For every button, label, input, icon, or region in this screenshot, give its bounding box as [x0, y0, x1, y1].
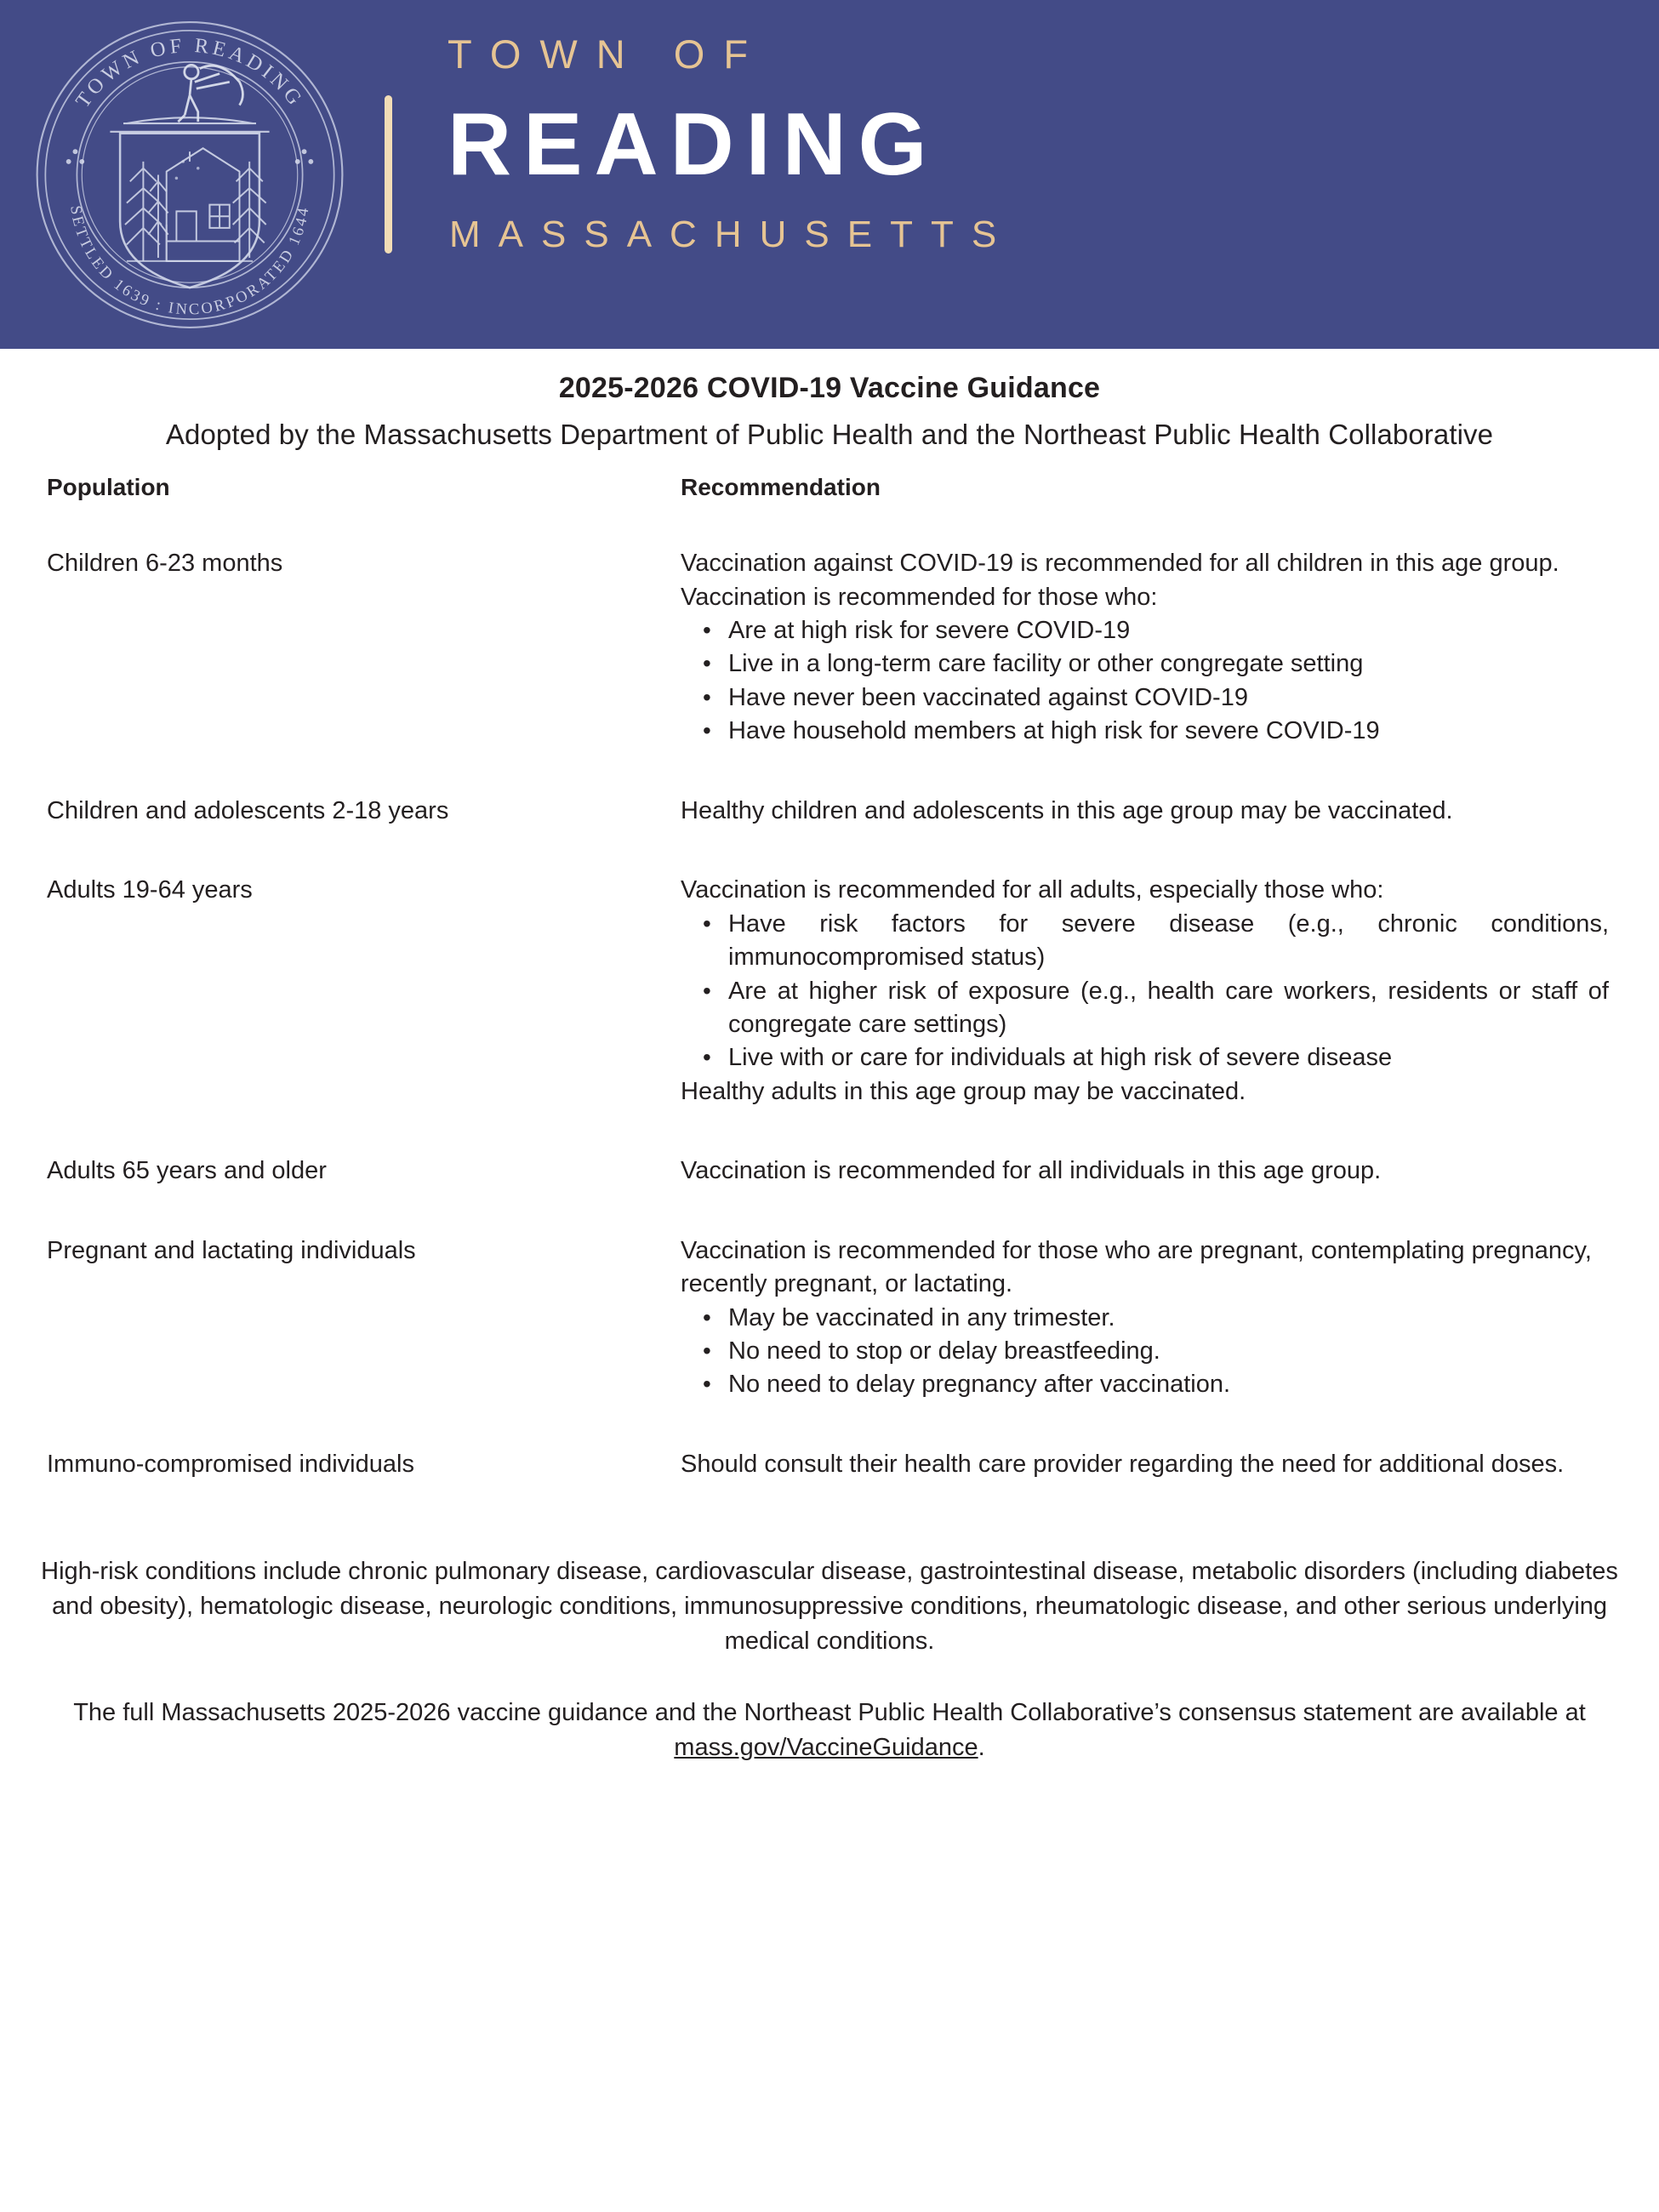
table-header-row: [47, 472, 1612, 503]
town-seal-icon: [24, 7, 356, 343]
list-item: • Have risk factors for severe disease (e.g., chronic conditions, immunocompromised status): [728, 908, 1609, 975]
recommendation-intro: Healthy children and adolescents in this age group may be vaccinated.: [681, 796, 1453, 824]
column-header-population: Population: [47, 473, 170, 500]
recommendation-bullet-list: [681, 908, 1609, 1075]
list-item: • May be vaccinated in any trimester.: [728, 1302, 1609, 1335]
list-item: • Are at high risk for severe COVID-19: [728, 614, 1609, 647]
recommendation-text: [681, 1234, 1609, 1402]
recommendation-text: [681, 547, 1609, 749]
list-item: • No need to stop or delay breastfeeding.: [728, 1335, 1609, 1368]
column-header-population-cell: [47, 472, 681, 503]
vaccine-guidance-link[interactable]: mass.gov/VaccineGuidance: [674, 1733, 978, 1761]
recommendation-cell: [681, 1154, 1612, 1188]
recommendation-cell: [681, 874, 1612, 1109]
recommendation-cell: [681, 795, 1612, 828]
recommendation-intro: Vaccination is recommended for those who are pregnant, contemplating pregnancy, recently pregnant, or lactating.: [681, 1236, 1592, 1298]
recommendation-cell: [681, 547, 1612, 749]
table-row: [47, 547, 1612, 749]
town-wordmark: [442, 31, 1514, 255]
list-item: • Live in a long-term care facility or other congregate setting: [728, 647, 1609, 681]
recommendation-cell: [681, 1234, 1612, 1402]
recommendation-bullet-list: [681, 614, 1609, 749]
recommendation-text: [681, 1448, 1609, 1481]
recommendation-text: [681, 874, 1609, 1109]
population-cell: [47, 1234, 681, 1268]
page-subtitle: Adopted by the Massachusetts Department of Public Health and the Northeast Public Health Collaborative: [165, 418, 1494, 450]
header-gold-divider: [385, 95, 392, 254]
source-statement: [32, 1696, 1627, 1764]
population-label: Immuno-compromised individuals: [47, 1450, 414, 1478]
document-title-block: [0, 369, 1659, 453]
svg-text:SETTLED 1639 : INCORPORATED 16: SETTLED 1639 : INCORPORATED 1644: [66, 204, 313, 319]
list-item: • Are at higher risk of exposure (e.g., health care workers, residents or staff of congregate care settings): [728, 975, 1609, 1042]
recommendation-intro: Should consult their health care provider regarding the need for additional doses.: [681, 1450, 1565, 1478]
list-item: • Have never been vaccinated against COVID-19: [728, 681, 1609, 715]
recommendation-text: [681, 795, 1609, 828]
wordmark-line-town-of: TOWN OF: [448, 31, 767, 77]
list-item: • No need to delay pregnancy after vaccination.: [728, 1368, 1609, 1401]
recommendation-lead-in: Vaccination is recommended for those who:: [681, 583, 1158, 611]
source-statement-prefix: The full Massachusetts 2025-2026 vaccine guidance and the Northeast Public Health Collaborative’s consensus statement are available at: [73, 1699, 1586, 1727]
high-risk-conditions-note: High-risk conditions include chronic pulmonary disease, cardiovascular disease, gastrointestinal disease, metabolic disorders (including diabetes and obesity), hematologic disease, neurologic conditions, immunosuppressive conditions, rheumatologic disease, and other serious underlying medical conditions.: [41, 1558, 1618, 1655]
population-cell: [47, 795, 681, 828]
document-body: [0, 369, 1659, 1764]
recommendation-intro: Vaccination against COVID-19 is recommended for all children in this age group.: [681, 550, 1559, 578]
table-row: [47, 1234, 1612, 1402]
column-header-recommendation: Recommendation: [681, 473, 881, 500]
page-title: 2025-2026 COVID-19 Vaccine Guidance: [558, 372, 1101, 404]
population-label: Children 6-23 months: [47, 550, 283, 578]
list-item: • Have household members at high risk for severe COVID-19: [728, 715, 1609, 748]
wordmark-line-reading: READING: [448, 95, 939, 194]
recommendation-cell: [681, 1448, 1612, 1481]
population-label: Adults 19-64 years: [47, 876, 253, 904]
page-header-banner: [0, 0, 1659, 349]
table-row: [47, 874, 1612, 1109]
table-row: [47, 795, 1612, 828]
list-item: • Live with or care for individuals at high risk of severe disease: [728, 1041, 1609, 1075]
population-label: Children and adolescents 2-18 years: [47, 796, 449, 824]
table-row: [47, 1154, 1612, 1188]
population-label: Pregnant and lactating individuals: [47, 1236, 416, 1264]
document-footer: [0, 1554, 1659, 1764]
guidance-table: [0, 472, 1659, 1482]
recommendation-lead-in: Vaccination is recommended for all adults, especially those who:: [681, 876, 1384, 904]
population-cell: [47, 1154, 681, 1188]
recommendation-intro: Vaccination is recommended for all individuals in this age group.: [681, 1157, 1382, 1185]
table-row: [47, 1448, 1612, 1481]
recommendation-text: [681, 1154, 1609, 1188]
source-statement-suffix: .: [978, 1733, 985, 1761]
recommendation-outro: Healthy adults in this age group may be vaccinated.: [681, 1077, 1246, 1105]
population-cell: [47, 1448, 681, 1481]
population-label: Adults 65 years and older: [47, 1157, 327, 1185]
population-cell: [47, 547, 681, 580]
svg-text:TOWN OF READING: TOWN OF READING: [71, 34, 309, 112]
table-rows-container: [47, 547, 1612, 1481]
wordmark-line-massachusetts: MASSACHUSETTS: [449, 213, 1015, 255]
recommendation-bullet-list: [681, 1302, 1609, 1402]
population-cell: [47, 874, 681, 907]
column-header-recommendation-cell: [681, 472, 1612, 503]
